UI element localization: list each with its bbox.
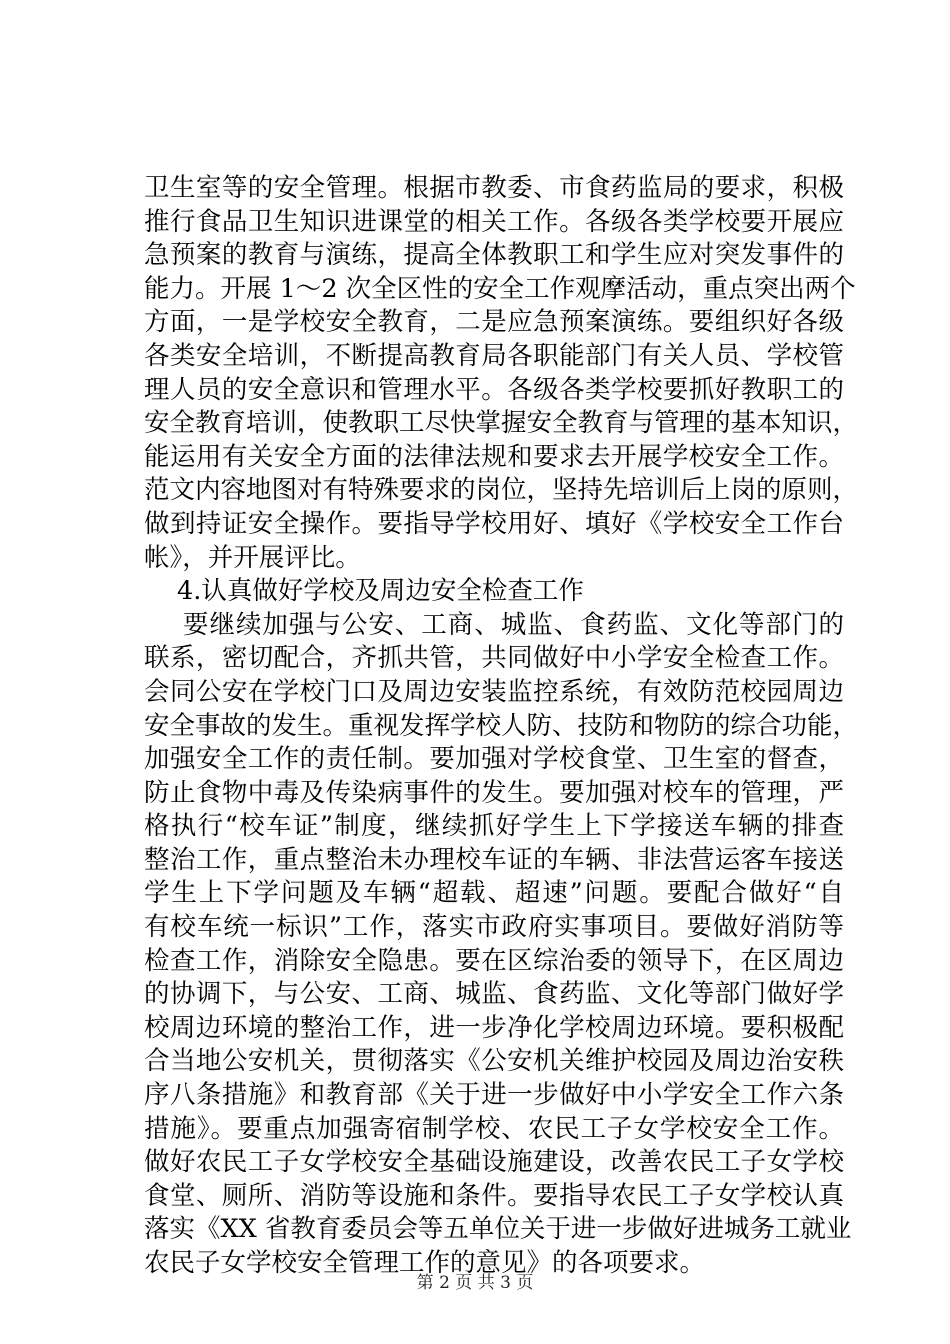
text-line: 方面，一是学校安全教育，二是应急预案演练。要组织好各级 <box>144 307 844 338</box>
text-line: 范文内容地图对有特殊要求的岗位，坚持先培训后上岗的原则， <box>144 475 859 506</box>
text-line: 帐》，并开展评比。 <box>144 542 361 573</box>
text-line: 有校车统一标识”工作，落实市政府实事项目。要做好消防等 <box>144 912 844 943</box>
text-line: 学生上下学问题及车辆“超载、超速”问题。要配合做好“自 <box>144 878 844 909</box>
text-line: 的协调下，与公安、工商、城监、食药监、文化等部门做好学 <box>144 979 844 1010</box>
text-line: 卫生室等的安全管理。根据市教委、市食药监局的要求，积极 <box>144 173 844 203</box>
text-line: 推行食品卫生知识进课堂的相关工作。各级各类学校要开展应 <box>144 206 844 237</box>
text-line: 校周边环境的整治工作，进一步净化学校周边环境。要积极配 <box>144 1012 844 1043</box>
text-line: 落实《XX 省教育委员会等五单位关于进一步做好进城务工就业 <box>144 1214 852 1245</box>
text-line: 理人员的安全意识和管理水平。各级各类学校要抓好教职工的 <box>144 374 844 405</box>
text-line: 做好农民工子女学校安全基础设施建设，改善农民工子女学校 <box>144 1147 844 1178</box>
text-line: 安全事故的发生。重视发挥学校人防、技防和物防的综合功能， <box>144 710 859 741</box>
text-line: 急预案的教育与演练，提高全体教职工和学生应对突发事件的 <box>144 240 844 271</box>
text-line: 能运用有关安全方面的法律法规和要求去开展学校安全工作。 <box>144 441 844 472</box>
text-line: 会同公安在学校门口及周边安装监控系统，有效防范校园周边 <box>144 676 844 707</box>
text-line: 整治工作，重点整治未办理校车证的车辆、非法营运客车接送 <box>144 844 844 875</box>
text-line: 做到持证安全操作。要指导学校用好、填好《学校安全工作台 <box>144 508 844 539</box>
text-line: 措施》。要重点加强寄宿制学校、农民工子女学校安全工作。 <box>144 1113 844 1144</box>
text-line: 安全教育培训，使教职工尽快掌握安全教育与管理的基本知识， <box>144 408 859 439</box>
text-line: 格执行“校车证”制度，继续抓好学生上下学接送车辆的排查 <box>144 811 844 842</box>
text-line: 要继续加强与公安、工商、城监、食药监、文化等部门的 <box>183 609 844 640</box>
page-footer: 第 2 页 共 3 页 <box>416 1273 534 1293</box>
text-line: 各类安全培训，不断提高教育局各职能部门有关人员、学校管 <box>144 340 844 371</box>
text-line: 食堂、厕所、消防等设施和条件。要指导农民工子女学校认真 <box>144 1180 844 1211</box>
text-line: 加强安全工作的责任制。要加强对学校食堂、卫生室的督查， <box>144 744 844 775</box>
text-line: 联系，密切配合，齐抓共管，共同做好中小学安全检查工作。 <box>144 643 844 674</box>
document-body <box>144 172 859 1281</box>
section-heading: 4.认真做好学校及周边安全检查工作 <box>177 576 584 607</box>
text-line: 防止食物中毒及传染病事件的发生。要加强对校车的管理，严 <box>144 777 844 808</box>
text-line: 农民子女学校安全管理工作的意见》的各项要求。 <box>144 1248 706 1278</box>
text-line: 检查工作，消除安全隐患。要在区综治委的领导下，在区周边 <box>144 945 844 976</box>
text-line: 合当地公安机关，贯彻落实《公安机关维护校园及周边治安秩 <box>144 1046 844 1077</box>
text-line: 序八条措施》和教育部《关于进一步做好中小学安全工作六条 <box>144 1080 844 1111</box>
text-line: 能力。开展 1～2 次全区性的安全工作观摩活动，重点突出两个 <box>144 273 856 304</box>
